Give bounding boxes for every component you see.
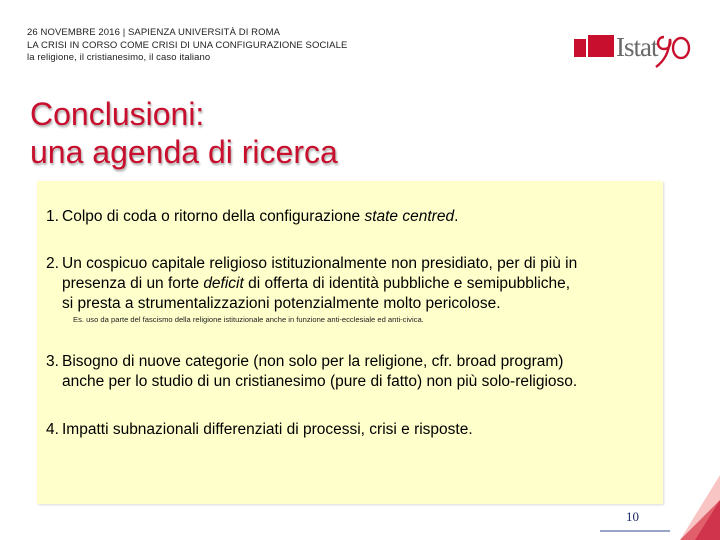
title-line-2: una agenda di ricerca	[30, 134, 338, 170]
list-item-1: 1. Colpo di coda o ritorno della configurazione state centred.	[46, 208, 459, 225]
page-number: 10	[626, 509, 639, 524]
header-subtitle: la religione, il cristianesimo, il caso italiano	[27, 52, 211, 63]
list-item-3: 3. Bisogno di nuove categorie (non solo per la religione, cfr. broad program) anche per lo studio di un cristianesimo (pure di fatto) non più solo-religioso.	[46, 353, 578, 390]
item-2-note: Es. uso da parte del fascismo della religione istituzionale anche in funzione anti-ecclesiale ed anti-civica.	[73, 315, 424, 324]
item-number: 1.	[46, 208, 59, 225]
istat-wordmark: Istat	[616, 32, 658, 62]
istat-mark-icon	[574, 35, 614, 57]
title-line-1: Conclusioni:	[30, 96, 205, 132]
corner-decoration-icon	[640, 460, 720, 540]
istat-logo	[572, 31, 692, 71]
slide-header	[27, 27, 447, 65]
slide-title	[30, 95, 338, 171]
content-box	[37, 181, 663, 504]
list-item-2: 2. Un cospicuo capitale religioso istituzionalmente non presidiato, per di più in presenza di un forte deficit di offerta di identità pubbliche e semipubbliche, si presta a strumentalizzazioni potenzialmente molto pericolose.	[46, 255, 578, 312]
header-topic: LA CRISI IN CORSO COME CRISI DI UNA CONFIGURAZIONE SOCIALE	[27, 39, 348, 51]
list-item-4: 4. Impatti subnazionali differenziati di processi, crisi e risposte.	[46, 421, 473, 438]
item-number: 4.	[46, 421, 59, 438]
item-number: 3.	[46, 353, 59, 370]
header-event: 26 NOVEMBRE 2016 | SAPIENZA UNIVERSITÀ DI ROMA	[27, 27, 281, 38]
item-number: 2.	[46, 255, 59, 272]
anniversary-90-icon	[654, 31, 692, 71]
